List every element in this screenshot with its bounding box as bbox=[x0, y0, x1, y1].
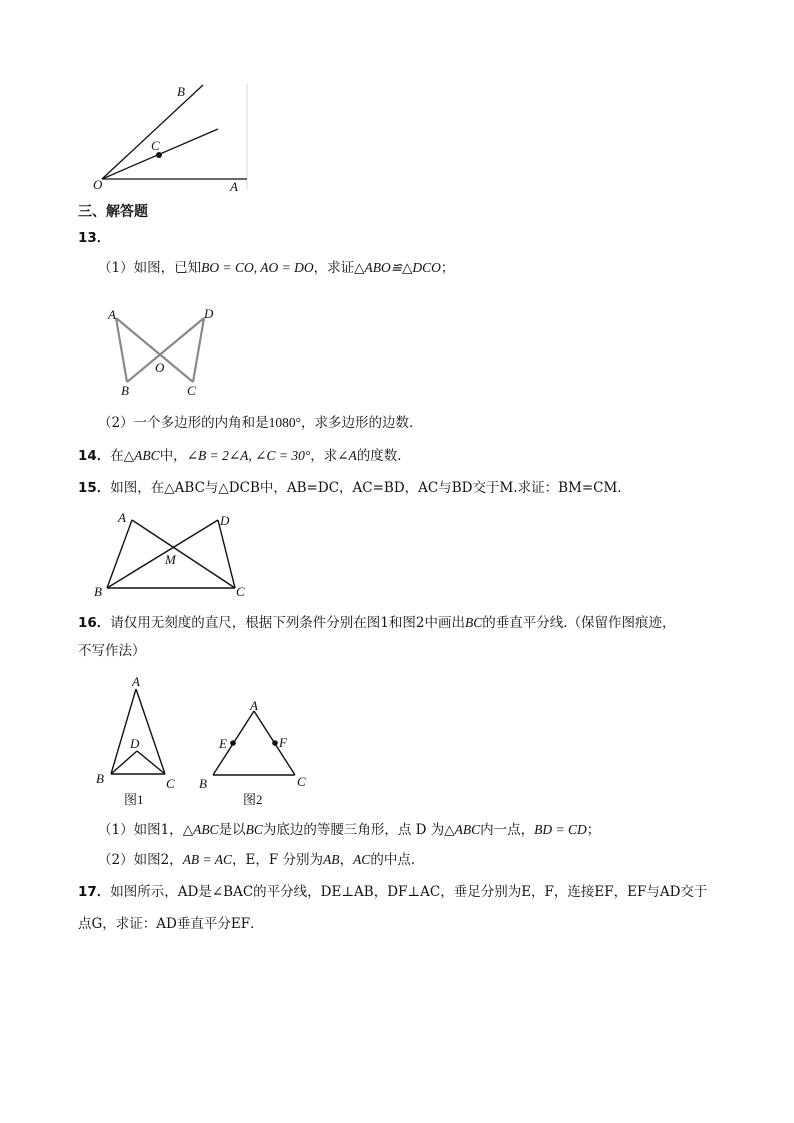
label-b: B bbox=[94, 584, 102, 599]
figure-q16-2 bbox=[195, 694, 315, 812]
q16-part1: （1）如图1，△ABC是以BC为底边的等腰三角形，点 D 为△ABC内一点，BD = CD； bbox=[98, 822, 601, 838]
label-a: A bbox=[230, 179, 238, 194]
q15: 15．如图，在△ABC与△DCB中，AB=DC，AC=BD，AC与BD交于M.求证：BM=CM. bbox=[78, 480, 622, 496]
label-m: M bbox=[165, 552, 176, 567]
label-c: C bbox=[151, 138, 160, 153]
q13-part1: （1）如图，已知BO = CO, AO = DO，求证△ABO≌△DCO； bbox=[98, 260, 455, 276]
label-o: O bbox=[155, 360, 165, 375]
label-a: A bbox=[132, 674, 140, 689]
label-e: E bbox=[219, 736, 227, 751]
ray-ob bbox=[102, 85, 203, 179]
label-b: B bbox=[121, 383, 129, 398]
label-a: A bbox=[108, 307, 116, 322]
point-e bbox=[230, 740, 236, 746]
q16-line1: 16．请仅用无刻度的直尺，根据下列条件分别在图1和图2中画出BC的垂直平分线.（保留作图痕迹， bbox=[78, 615, 676, 631]
figure-q16-1 bbox=[90, 672, 190, 812]
label-b: B bbox=[199, 776, 207, 791]
label-d: D bbox=[204, 306, 214, 321]
figure-q13-bowtie bbox=[100, 302, 225, 402]
q17-line1: 17．如图所示，AD是∠BAC的平分线，DE⊥AB，DF⊥AC，垂足分别为E，F，连接EF，EF与AD交于 bbox=[78, 884, 708, 900]
figure-angle-bisector bbox=[85, 80, 255, 195]
label-c: C bbox=[166, 776, 175, 791]
label-d: D bbox=[220, 513, 230, 528]
label-a: A bbox=[250, 698, 258, 713]
point-f bbox=[272, 740, 278, 746]
q16-line2: 不写作法） bbox=[78, 643, 146, 659]
q17-line2: 点G，求证：AD垂直平分EF． bbox=[78, 916, 264, 932]
label-a: A bbox=[118, 510, 126, 525]
label-f: F bbox=[279, 735, 287, 750]
label-d: D bbox=[130, 736, 140, 751]
q13-part2: （2）一个多边形的内角和是1080°，求多边形的边数． bbox=[98, 415, 423, 431]
label-c: C bbox=[297, 774, 306, 789]
figure-q15-trapezoid bbox=[90, 508, 255, 600]
section-title: 三、解答题 bbox=[78, 204, 148, 220]
label-o: O bbox=[93, 177, 103, 192]
caption-fig1: 图1 bbox=[124, 792, 144, 807]
q14: 14．在△ABC中，∠B = 2∠A, ∠C = 30°，求∠A的度数． bbox=[78, 448, 411, 464]
caption-fig2: 图2 bbox=[243, 792, 263, 807]
q16-part2: （2）如图2，AB = AC，E，F 分别为AB，AC的中点． bbox=[98, 852, 425, 868]
q13-number: 13． bbox=[78, 230, 111, 246]
label-c: C bbox=[187, 383, 196, 398]
label-b: B bbox=[96, 771, 104, 786]
label-c: C bbox=[236, 584, 245, 599]
label-b: B bbox=[177, 84, 185, 99]
